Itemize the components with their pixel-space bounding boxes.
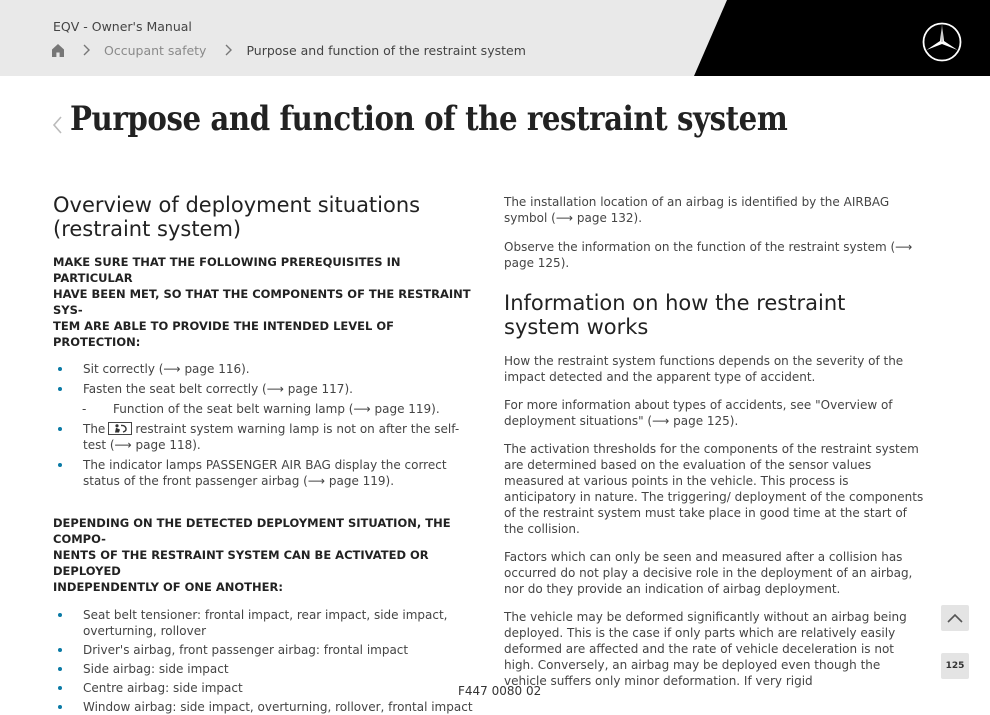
manual-title: EQV - Owner's Manual — [53, 19, 192, 34]
sub-list-dash: - — [82, 402, 87, 416]
caps-line: MAKE SURE THAT THE FOLLOWING PREREQUISITES IN PARTICULAR — [53, 255, 401, 285]
paragraph: The vehicle may be deformed significantly without an airbag being deployed. This is the case if only parts which are relatively easily deformed are affected and the rate of vehicle deceleration is not high. Conversely, an airbag may be deployed even though the vehicle suffers only minor deformation. If very rigid — [504, 610, 907, 688]
deployment-heading — [53, 515, 473, 595]
list-item: Centre airbag: side impact — [53, 680, 473, 696]
chevron-right-icon — [216, 43, 240, 57]
sub-list-text: Function of the seat belt warning lamp (⟶ page 119). — [113, 402, 440, 416]
right-column — [504, 194, 924, 689]
restraint-warning-lamp-icon — [108, 422, 132, 435]
list-item: Seat belt tensioner: frontal impact, rear impact, side impact, overturning, rollover — [53, 607, 473, 639]
list-item: The indicator lamps PASSENGER AIR BAG display the correct status of the front passenger airbag (⟶ page 119). — [53, 457, 473, 489]
scroll-to-top-button[interactable] — [941, 605, 969, 631]
list-item: Window airbag: side impact, overturning, rollover, frontal impact — [53, 699, 473, 715]
chevron-up-icon — [947, 613, 963, 623]
breadcrumb-occupant-safety[interactable]: Occupant safety — [104, 42, 207, 58]
page-number: 125 — [945, 661, 965, 671]
sub-list-item — [53, 401, 473, 417]
list-item: Fasten the seat belt correctly (⟶ page 117). — [53, 381, 473, 397]
list-item: Side airbag: side impact — [53, 661, 473, 677]
page-number-badge — [941, 653, 969, 679]
list-item: Sit correctly (⟶ page 116). — [53, 361, 473, 377]
paragraph: Factors which can only be seen and measured after a collision has occurred do not play a decisive role in the deployment of an airbag, nor do they provide an indication of airbag deployment. — [504, 550, 913, 596]
paragraph: The activation thresholds for the components of the restraint system are determined based on the evaluation of the sensor values measured at various points in the vehicle. This process is anticipatory in nature. The triggering/ deployment of the components of the restraint system must take place in good time at the start of the collision. — [504, 442, 924, 536]
caps-line: DEPENDING ON THE DETECTED DEPLOYMENT SITUATION, THE COMPO- — [53, 516, 451, 546]
home-icon[interactable] — [52, 44, 64, 57]
breadcrumb-current: Purpose and function of the restraint system — [246, 42, 526, 58]
list-item-text: restraint system warning lamp is not on after the self-test (⟶ page 118). — [83, 422, 460, 452]
breadcrumb — [52, 42, 526, 58]
caps-line: NENTS OF THE RESTRAINT SYSTEM CAN BE ACTIVATED OR DEPLOYED — [53, 548, 429, 578]
list-item — [53, 421, 473, 453]
deployment-list — [53, 607, 473, 715]
mercedes-star-logo — [922, 22, 962, 62]
back-chevron-icon[interactable] — [52, 116, 64, 134]
paragraph: Observe the information on the function of the restraint system (⟶ page 125). — [504, 240, 913, 270]
prerequisites-list — [53, 361, 473, 489]
footer-code: F447 0080 02 — [458, 684, 542, 698]
list-item: Driver's airbag, front passenger airbag: frontal impact — [53, 642, 473, 658]
caps-line: TEM ARE ABLE TO PROVIDE THE INTENDED LEVEL OF PROTECTION: — [53, 319, 394, 349]
paragraph: For more information about types of accidents, see "Overview of deployment situations" (⟶ page 125). — [504, 398, 893, 428]
paragraph: How the restraint system functions depends on the severity of the impact detected and the apparent type of accident. — [504, 354, 904, 384]
prerequisites-heading — [53, 254, 473, 350]
header-bar — [0, 0, 990, 76]
section-heading-overview: Overview of deployment situations (restraint system) — [53, 193, 421, 241]
chevron-right-icon — [74, 43, 98, 57]
page-title: Purpose and function of the restraint system — [70, 99, 788, 139]
paragraph: The installation location of an airbag is identified by the AIRBAG symbol (⟶ page 132). — [504, 195, 890, 225]
list-item-text: The — [83, 422, 106, 436]
section-heading-how-it-works: Information on how the restraint system works — [504, 291, 846, 339]
caps-line: INDEPENDENTLY OF ONE ANOTHER: — [53, 580, 283, 594]
left-column — [53, 193, 473, 715]
caps-line: HAVE BEEN MET, SO THAT THE COMPONENTS OF THE RESTRAINT SYS- — [53, 287, 471, 317]
